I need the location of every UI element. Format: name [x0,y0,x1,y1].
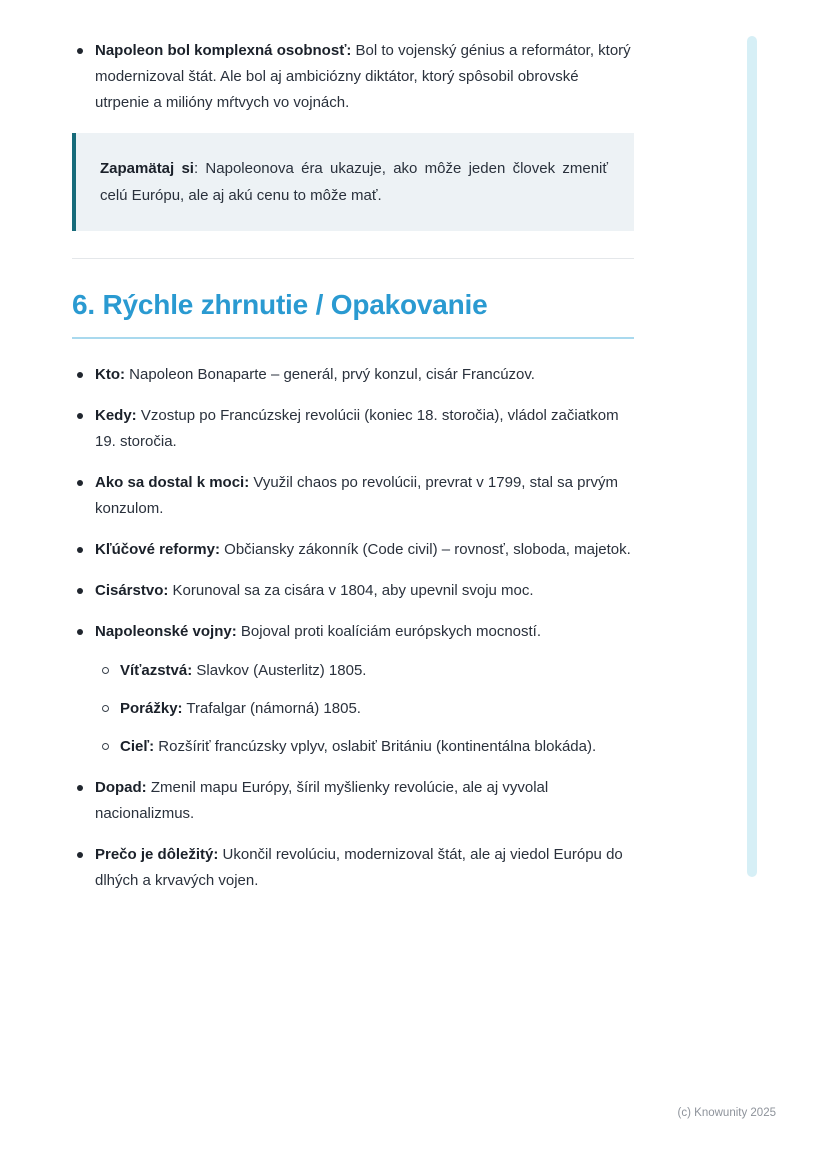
list-item-body: Vzostup po Francúzskej revolúcii (koniec 18. storočia), vládol začiatkom 19. storočia. [95,407,619,450]
sub-list-item [95,658,634,684]
callout-note [72,133,634,231]
bullet-icon [77,785,83,791]
list-item [72,38,634,116]
list-item [72,470,634,522]
list-item-body: Bojoval proti koalíciám európskych mocností. [236,623,542,640]
bullet-icon [77,629,83,635]
list-item-label: Cieľ: [120,738,155,755]
list-item-body: Korunoval sa za cisára v 1804, aby upevnil svoju moc. [168,582,534,599]
callout-body: : Napoleonova éra ukazuje, ako môže jeden človek zmeniť celú Európu, ale aj akú cenu to môže mať. [100,160,608,204]
list-item-text [95,842,634,894]
list-item [72,578,634,604]
bullet-icon [77,547,83,553]
callout-label: Zapamätaj si [100,160,194,177]
summary-list [72,362,634,894]
bullet-icon [77,413,83,419]
list-item-label: Dopad: [95,779,147,796]
callout-text [100,155,608,209]
list-item-body: Bol to vojenský génius a reformátor, ktorý modernizoval štát. Ale bol aj ambiciózny diktátor, ktorý spôsobil obrovské utrpenie a milióny mŕtvych vo vojnách. [95,42,631,111]
bullet-icon [77,588,83,594]
list-item-text [120,734,634,760]
circle-bullet-icon [102,743,109,750]
list-item-body: Ukončil revolúciu, modernizoval štát, ale aj viedol Európu do dlhých a krvavých vojen. [95,846,623,889]
list-item [72,403,634,455]
list-item-body: Slavkov (Austerlitz) 1805. [192,662,367,679]
list-item-label: Prečo je dôležitý: [95,846,219,863]
section-divider [72,258,634,259]
list-item-text [95,470,634,522]
list-item-text [95,619,634,645]
list-item-text [95,362,634,388]
list-item-label: Kto: [95,366,125,383]
list-item-body: Využil chaos po revolúcii, prevrat v 1799, stal sa prvým konzulom. [95,474,618,517]
sub-list-item [95,696,634,722]
list-item-body: Občiansky zákonník (Code civil) – rovnosť, sloboda, majetok. [219,541,631,558]
list-item [72,362,634,388]
list-item [72,842,634,894]
list-item-text [95,403,634,455]
bullet-icon [77,852,83,858]
list-item-text [95,537,634,563]
list-item-label: Víťazstvá: [120,662,193,679]
circle-bullet-icon [102,705,109,712]
list-item-body: Zmenil mapu Európy, šíril myšlienky revolúcie, ale aj vyvolal nacionalizmus. [95,779,549,822]
list-item-label: Ako sa dostal k moci: [95,474,250,491]
list-item-text [95,38,634,116]
list-item-label: Porážky: [120,700,183,717]
list-item-label: Kľúčové reformy: [95,541,220,558]
list-item-body: Napoleon Bonaparte – generál, prvý konzul, cisár Francúzov. [125,366,535,383]
list-item-label: Kedy: [95,407,137,424]
list-item-label: Cisárstvo: [95,582,169,599]
intro-list [72,38,634,116]
scrollbar-track[interactable] [747,36,757,877]
list-item [72,537,634,563]
list-item-body: Rozšíriť francúzsky vplyv, oslabiť Britániu (kontinentálna blokáda). [154,738,597,755]
sub-list [95,658,634,760]
bullet-icon [77,480,83,486]
section-heading: 6. Rýchle zhrnutie / Opakovanie [72,289,488,320]
bullet-icon [77,372,83,378]
list-item-text [95,775,634,827]
list-item-body: Trafalgar (námorná) 1805. [182,700,361,717]
list-item [72,619,634,760]
footer-copyright: (c) Knowunity 2025 [677,1107,776,1119]
bullet-icon [77,48,83,54]
circle-bullet-icon [102,667,109,674]
list-item [72,775,634,827]
list-item-text [120,658,634,684]
list-item-label: Napoleon bol komplexná osobnosť: [95,42,352,59]
sub-list-item [95,734,634,760]
list-item-label: Napoleonské vojny: [95,623,237,640]
list-item-text [120,696,634,722]
list-item-text [95,578,634,604]
heading-underline [72,337,634,339]
page-content [72,38,634,894]
